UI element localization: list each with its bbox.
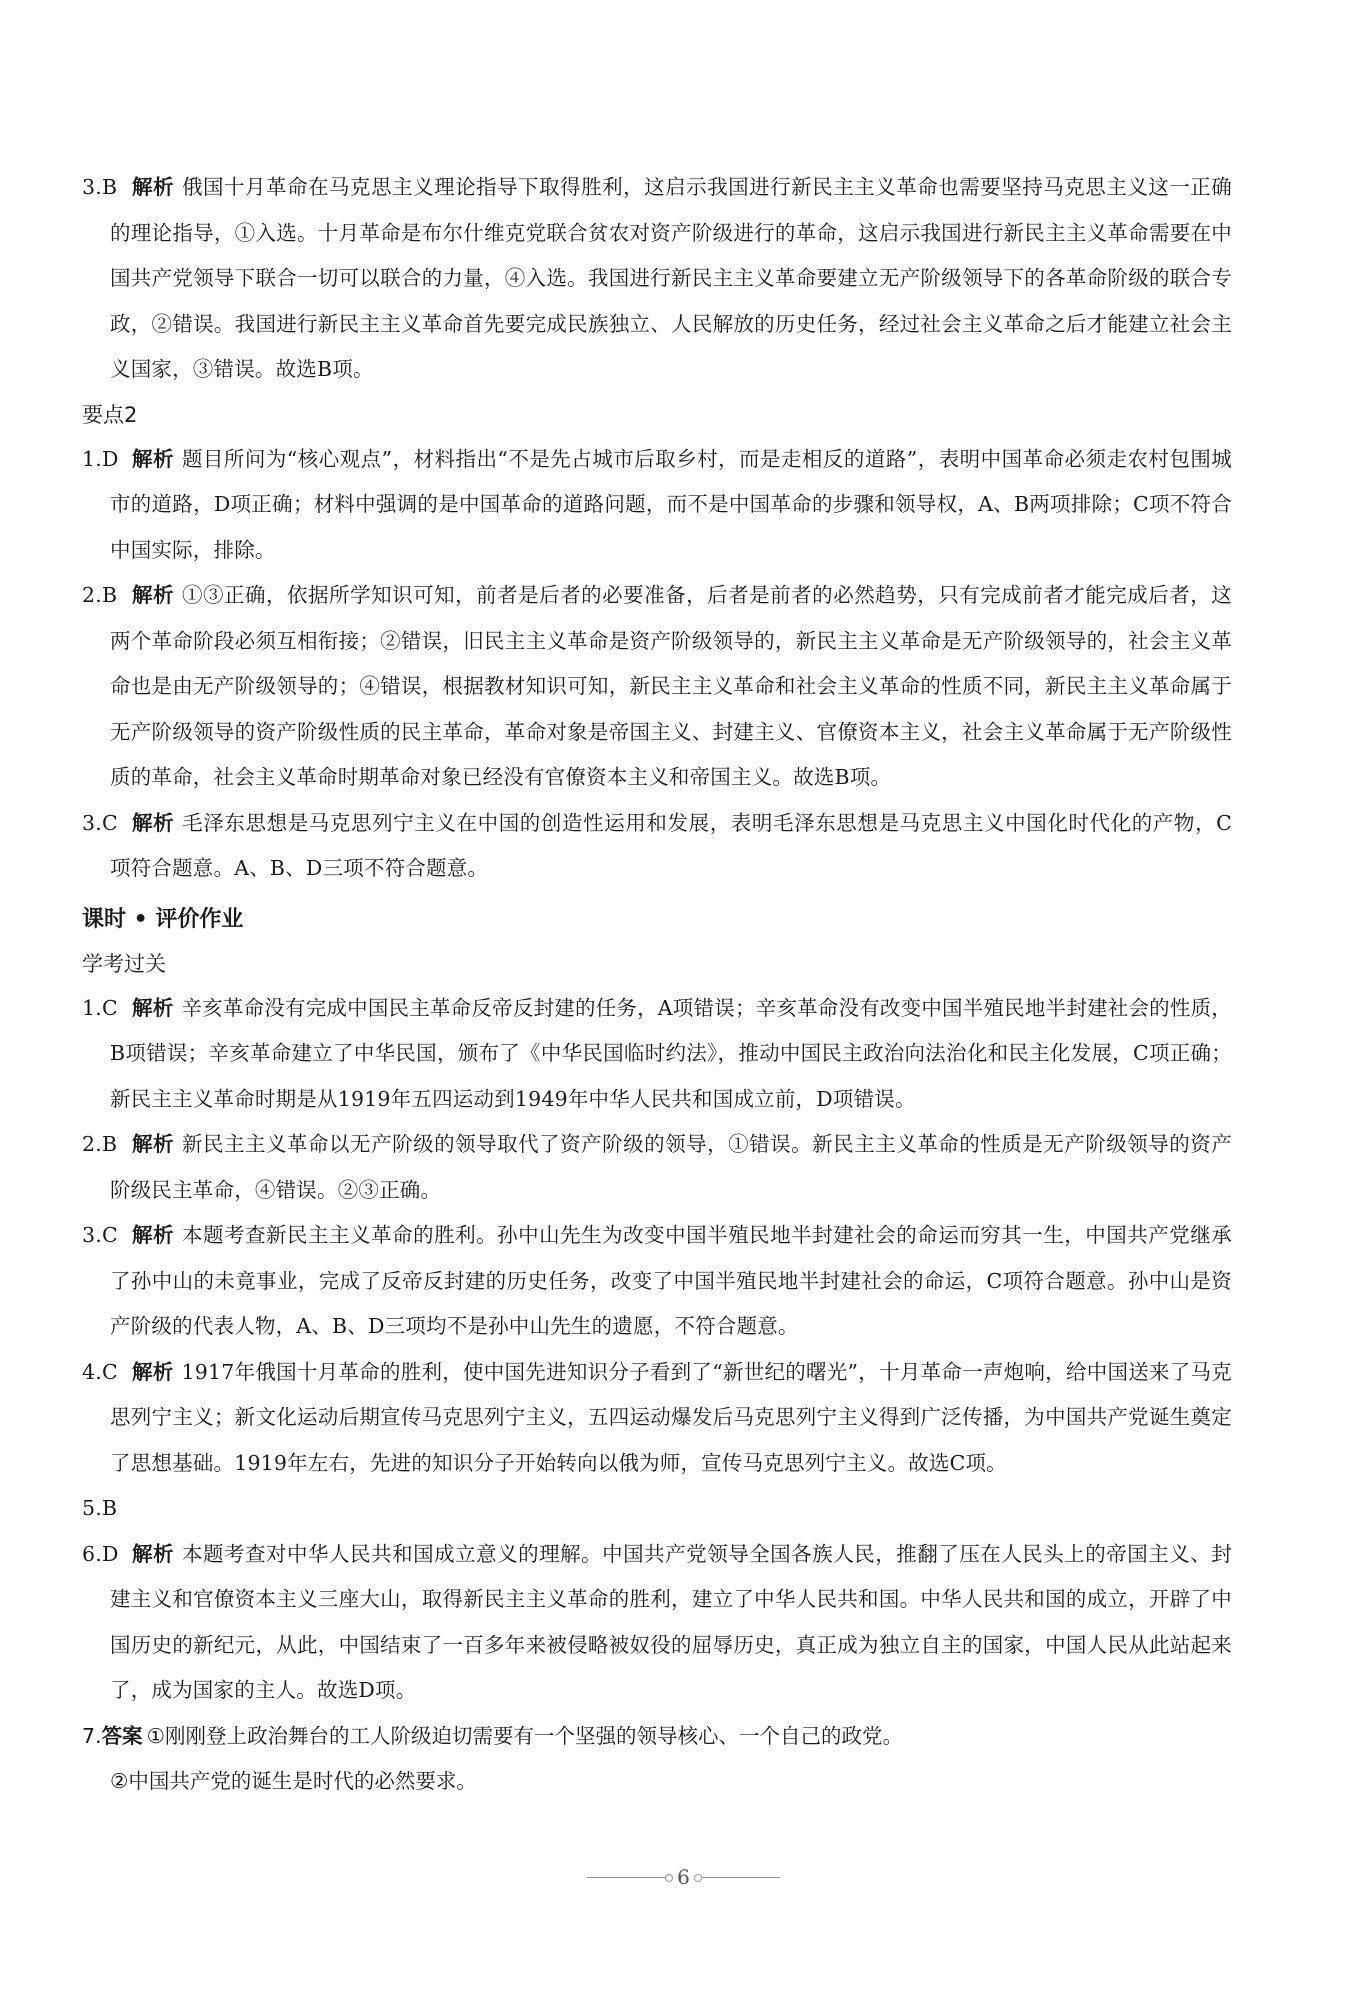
analysis-text: 俄国十月革命在马克思主义理论指导下取得胜利，这启示我国进行新民主主义革命也需要坚持马克思主义这一正确的理论指导，①入选。十月革命是布尔什维克党联合贫农对资产阶级进行的革命，这启示我国进行新民主主义革命需要在中国共产党领导下联合一切可以联合的力量，④入选。我国进行新民主主义革命要建立无产阶级领导下的各革命阶级的联合专政，②错误。我国进行新民主主义革命首先要完成民族独立、人民解放的历史任务，经过社会主义革命之后才能建立社会主义国家，③错误。故选B项。 xyxy=(110,175,1232,381)
answer-item xyxy=(82,1350,1232,1487)
item-number: 3.C xyxy=(82,1223,118,1247)
analysis-label: 解析 xyxy=(132,175,175,199)
analysis-label: 解析 xyxy=(132,1359,174,1384)
item-number: 6.D xyxy=(82,1541,119,1566)
item-number: 1.C xyxy=(82,995,118,1020)
answer-item xyxy=(82,801,1232,892)
analysis-text: 题目所问为“核心观点”，材料指出“不是先占城市后取乡村，而是走相反的道路”，表明中国革命必须走农村包围城市的道路，D项正确；材料中强调的是中国革命的道路问题，而不是中国革命的步骤和领导权，A、B两项排除；C项不符合中国实际，排除。 xyxy=(110,446,1232,562)
analysis-label: 解析 xyxy=(132,446,174,471)
item-number: 5.B xyxy=(82,1496,118,1520)
answer-label: 答案 xyxy=(101,1723,143,1748)
answer-item-short xyxy=(82,1486,1232,1532)
answer-text-line2: ②中国共产党的诞生是时代的必然要求。 xyxy=(110,1769,477,1793)
page-footer xyxy=(0,1865,1367,1889)
answer-item xyxy=(82,1532,1232,1714)
analysis-label: 解析 xyxy=(132,583,175,607)
item-number: 2.B xyxy=(82,583,118,607)
section-title: 课时 • 评价作业 xyxy=(82,906,244,932)
analysis-label: 解析 xyxy=(132,1132,175,1156)
item-number: 2.B xyxy=(82,1132,118,1156)
item-number: 1.D xyxy=(82,446,119,471)
analysis-text: 毛泽东思想是马克思列宁主义在中国的创造性运用和发展，表明毛泽东思想是马克思主义中国化时代化的产物，C项符合题意。A、B、D三项不符合题意。 xyxy=(110,810,1232,880)
answer-item xyxy=(82,573,1232,801)
item-number: 3.B xyxy=(82,175,118,199)
item-number: 4.C xyxy=(82,1359,118,1384)
analysis-text: 辛亥革命没有完成中国民主革命反帝反封建的任务，A项错误；辛亥革命没有改变中国半殖民地半封建社会的性质，B项错误；辛亥革命建立了中华民国，颁布了《中华民国临时约法》，推动中国民主政治向法治化和民主化发展，C项正确；新民主主义革命时期是从1919年五四运动到1949年中华人民共和国成立前，D项错误。 xyxy=(110,995,1232,1111)
answer-item-7 xyxy=(82,1714,1232,1760)
item-number: 7. xyxy=(82,1723,102,1748)
answer-item-3b xyxy=(82,165,1232,393)
analysis-text: 本题考查新民主主义革命的胜利。孙中山先生为改变中国半殖民地半封建社会的命运而穷其一生，中国共产党继承了孙中山的未竟事业，完成了反帝反封建的历史任务，改变了中国半殖民地半封建社会的命运，C项符合题意。孙中山是资产阶级的代表人物，A、B、D三项均不是孙中山先生的遗愿，不符合题意。 xyxy=(110,1223,1232,1338)
answer-item xyxy=(82,1122,1232,1213)
footer-rule-right xyxy=(702,1877,780,1878)
analysis-label: 解析 xyxy=(132,995,174,1020)
page-number: 6 xyxy=(677,1865,690,1889)
item-number: 3.C xyxy=(82,810,118,835)
analysis-text: ①③正确，依据所学知识可知，前者是后者的必要准备，后者是前者的必然趋势，只有完成前者才能完成后者，这两个革命阶段必须互相衔接；②错误，旧民主主义革命是资产阶级领导的，新民主主义革命是无产阶级领导的，社会主义革命也是由无产阶级领导的；④错误，根据教材知识可知，新民主主义革命和社会主义革命的性质不同，新民主主义革命属于无产阶级领导的资产阶级性质的民主革命，革命对象是帝国主义、封建主义、官僚资本主义，社会主义革命属于无产阶级性质的革命，社会主义革命时期革命对象已经没有官僚资本主义和帝国主义。故选B项。 xyxy=(110,583,1232,789)
section-subheading: 学考过关 xyxy=(82,951,166,976)
key-point-heading: 要点2 xyxy=(82,402,138,427)
analysis-text: 新民主主义革命以无产阶级的领导取代了资产阶级的领导，①错误。新民主主义革命的性质是无产阶级领导的资产阶级民主革命，④错误。②③正确。 xyxy=(110,1132,1232,1202)
analysis-label: 解析 xyxy=(132,1223,175,1247)
analysis-label: 解析 xyxy=(132,1541,175,1566)
answer-item xyxy=(82,437,1232,574)
analysis-text: 1917年俄国十月革命的胜利，使中国先进知识分子看到了“新世纪的曙光”，十月革命一声炮响，给中国送来了马克思列宁主义；新文化运动后期宣传马克思列宁主义，五四运动爆发后马克思列宁主义得到广泛传播，为中国共产党诞生奠定了思想基础。1919年左右，先进的知识分子开始转向以俄为师，宣传马克思列宁主义。故选C项。 xyxy=(110,1359,1233,1475)
analysis-text: 本题考查对中华人民共和国成立意义的理解。中国共产党领导全国各族人民，推翻了压在人民头上的帝国主义、封建主义和官僚资本主义三座大山，取得新民主主义革命的胜利，建立了中华人民共和国。中华人民共和国的成立，开辟了中国历史的新纪元，从此，中国结束了一百多年来被侵略被奴役的屈辱历史，真正成为独立自主的国家，中国人民从此站起来了，成为国家的主人。故选D项。 xyxy=(110,1541,1232,1702)
answer-item xyxy=(82,986,1232,1123)
answer-text-line1: ①刚刚登上政治舞台的工人阶级迫切需要有一个坚强的领导核心、一个自己的政党。 xyxy=(146,1723,903,1748)
analysis-label: 解析 xyxy=(132,810,175,835)
footer-rule-left xyxy=(587,1877,665,1878)
answer-item xyxy=(82,1213,1232,1350)
